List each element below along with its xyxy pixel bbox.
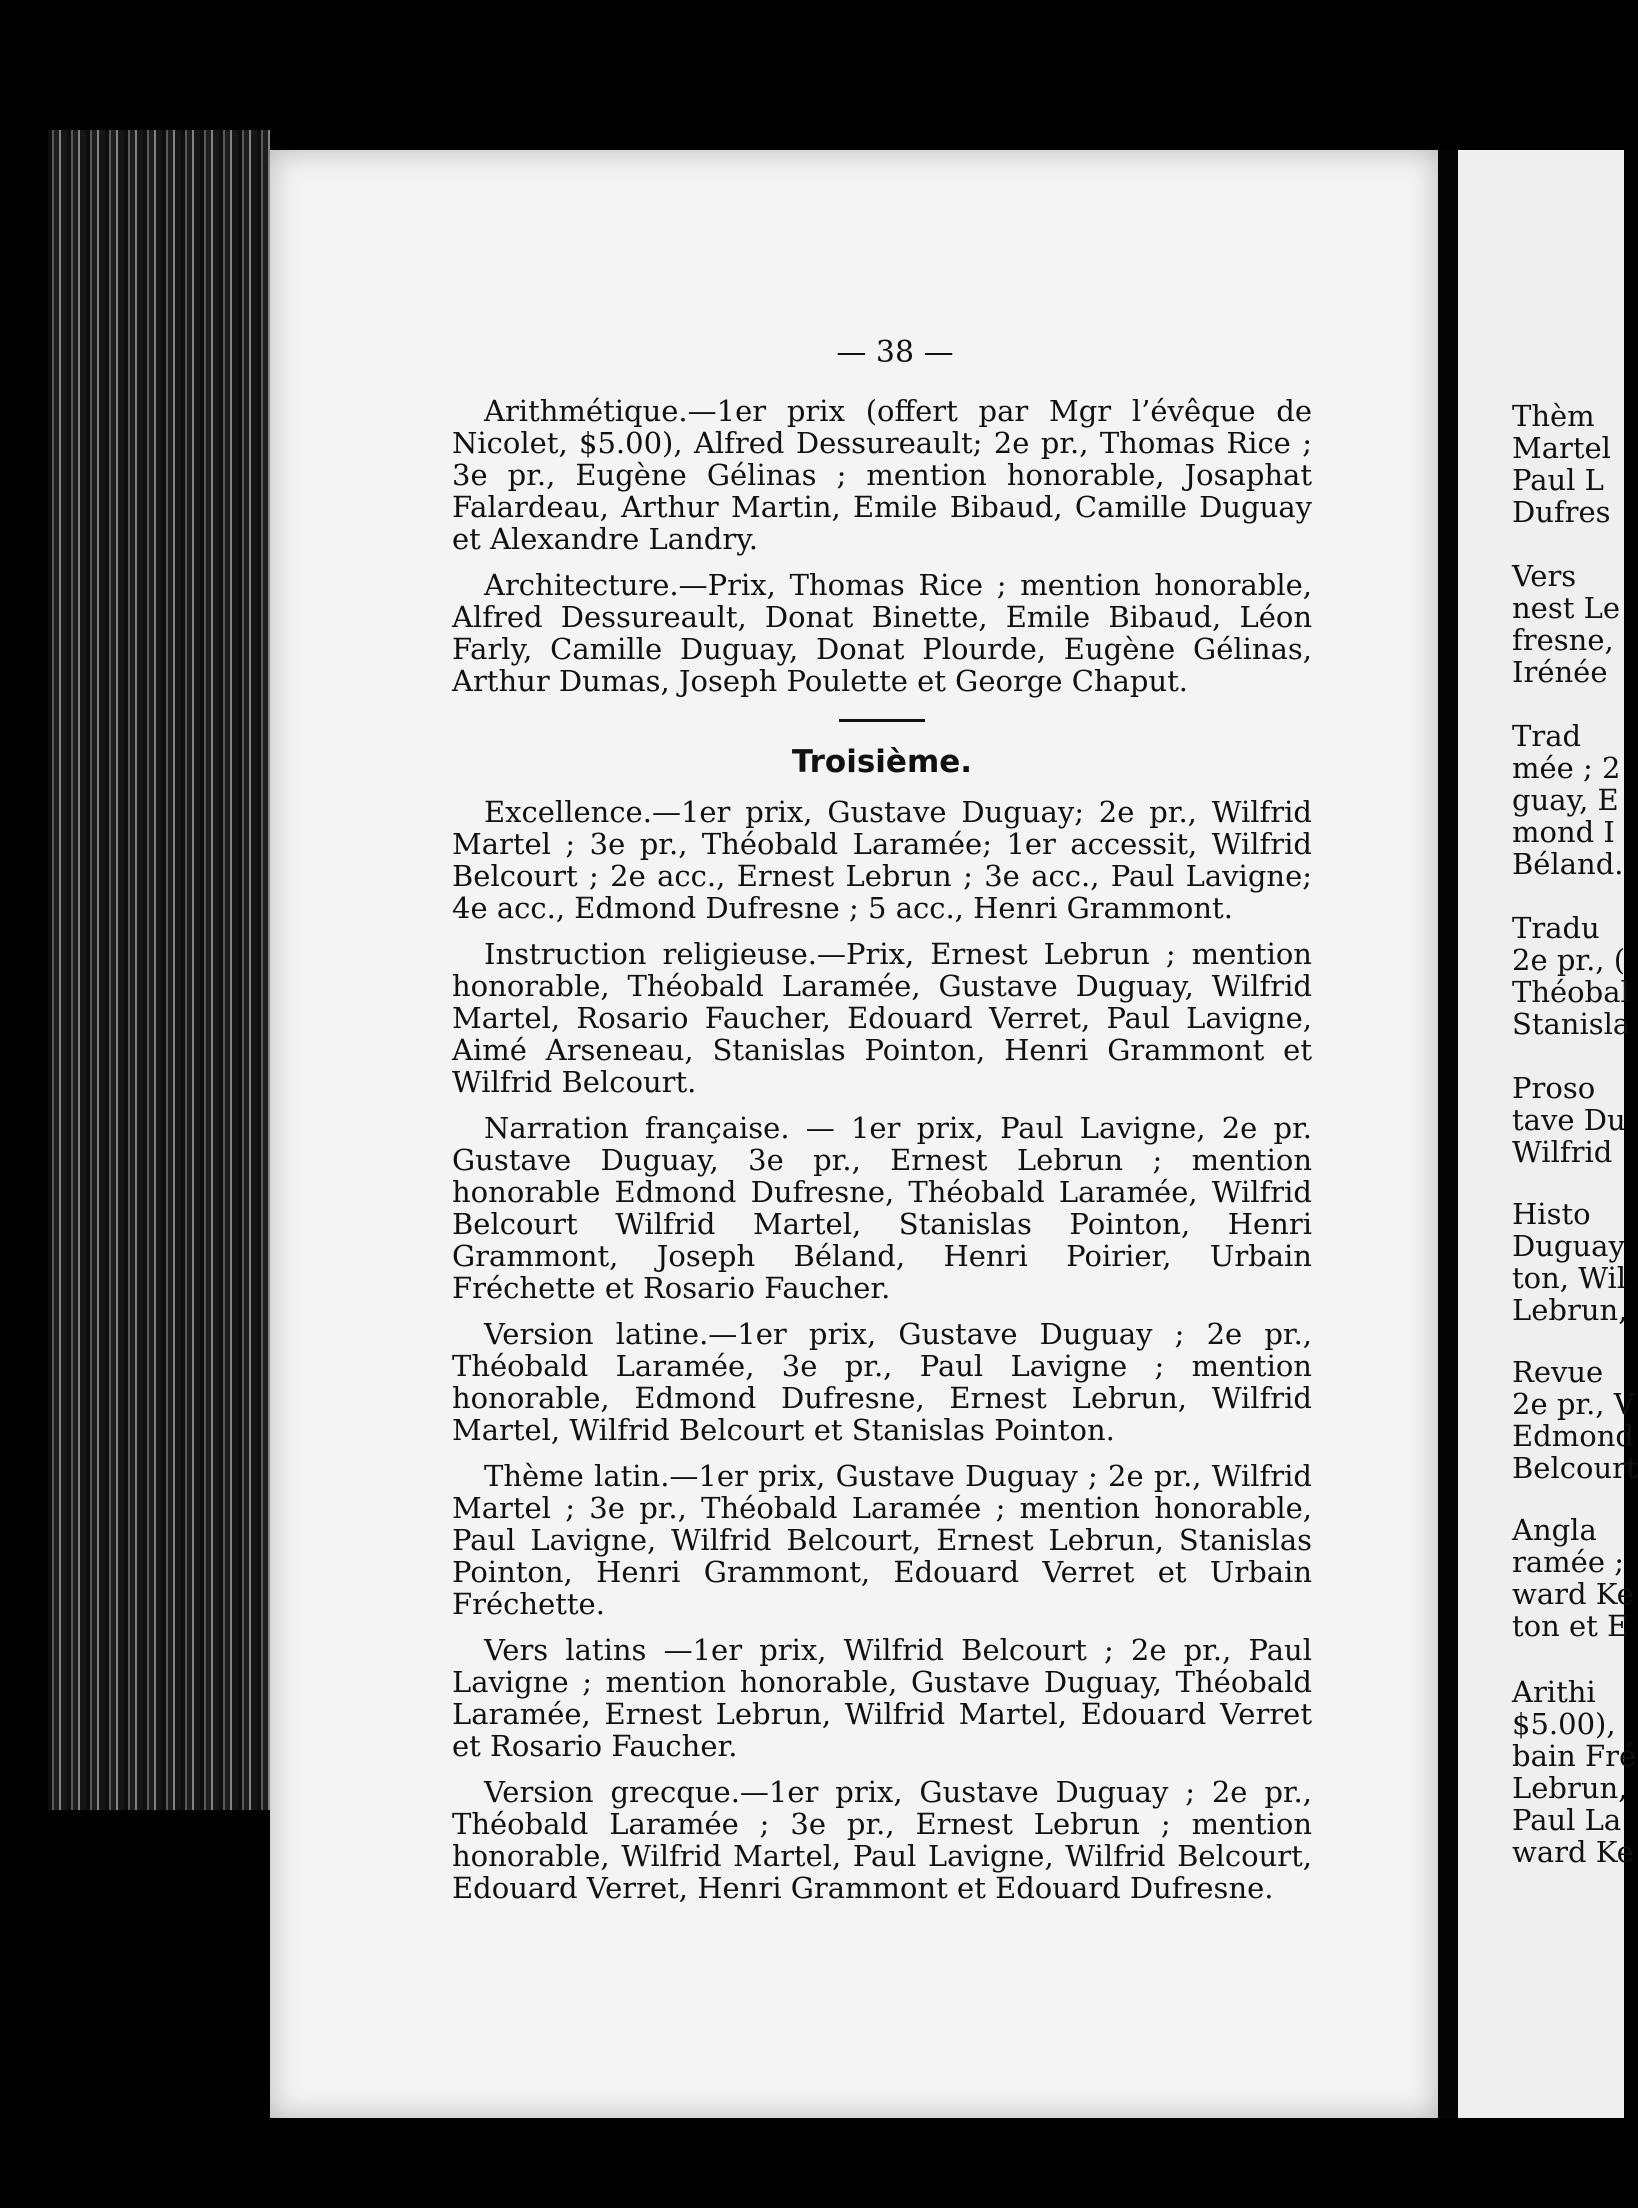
next-page-fragment: Revue — [1512, 1355, 1604, 1389]
paragraph-version-grecque: Version grecque.—1er prix, Gustave Duguay ; 2e pr., Théobald Laramée ; 3e pr., Ernest Lebrun ; mention honorable, Wilfrid Martel, Paul Lavigne, Wilfrid Belcourt, Edouard Verret, Henri Grammont et Edouard Dufresne. — [452, 1775, 1312, 1905]
next-page-fragment: mond I — [1512, 815, 1615, 849]
paragraph-excellence: Excellence.—1er prix, Gustave Duguay; 2e pr., Wilfrid Martel ; 3e pr., Théobald Laramée; 1er accessit, Wilfrid Belcourt ; 2e acc., Ernest Lebrun ; 3e acc., Paul Lavigne; 4e acc., Edmond Dufresne ; 5 acc., Henri Grammont. — [452, 795, 1312, 925]
paragraph-version-latine: Version latine.—1er prix, Gustave Duguay ; 2e pr., Théobald Laramée, 3e pr., Paul Lavigne ; mention honorable, Edmond Dufresne, Ernest Lebrun, Wilfrid Martel, Wilfrid Belcourt et Stanislas Pointon. — [452, 1317, 1312, 1447]
book-page-edges — [48, 130, 270, 1810]
paragraph-instruction-religieuse: Instruction religieuse.—Prix, Ernest Lebrun ; mention honorable, Théobald Laramée, Gustave Duguay, Wilfrid Martel, Rosario Faucher, Edouard Verret, Paul Lavigne, Aimé Arseneau, Stanislas Pointon, Henri Grammont et Wilfrid Belcourt. — [452, 937, 1312, 1099]
next-page-fragment: bain Fré — [1512, 1739, 1637, 1773]
next-page-fragment: Edmond — [1512, 1419, 1634, 1453]
next-page-fragment: mée ; 2 — [1512, 751, 1621, 785]
next-page-fragment: Dufres — [1512, 495, 1611, 529]
next-page-fragment: 2e pr., V — [1512, 1387, 1635, 1421]
next-page-fragment: Histo — [1512, 1197, 1591, 1231]
next-page-fragment: Thèm — [1512, 399, 1595, 433]
next-page-fragment: ramée ; — [1512, 1545, 1624, 1579]
next-page-fragment: Martel — [1512, 431, 1611, 465]
next-page-fragment: Duguay — [1512, 1229, 1625, 1263]
next-page-fragment: Wilfrid — [1512, 1135, 1613, 1169]
next-page-fragment: Angla — [1512, 1513, 1597, 1547]
next-page-fragment: Irénée — [1512, 655, 1608, 689]
next-page-fragment: ton, Wil — [1512, 1261, 1627, 1295]
next-page-fragment: Trad — [1512, 719, 1582, 753]
next-page-fragment: ward Ke — [1512, 1835, 1634, 1869]
section-divider — [839, 719, 925, 722]
paragraph-architecture: Architecture.—Prix, Thomas Rice ; mention honorable, Alfred Dessureault, Donat Binette, Emile Bibaud, Léon Farly, Camille Duguay, Donat Plourde, Eugène Gélinas, Arthur Dumas, Joseph Poulette et George Chaput. — [452, 568, 1312, 698]
next-page-fragment: 2e pr., ( — [1512, 943, 1626, 977]
next-page-fragment: Arithi — [1512, 1675, 1596, 1709]
next-page-fragment: ward Ke — [1512, 1577, 1634, 1611]
next-page-fragment: Paul La — [1512, 1803, 1622, 1837]
next-page-fragment: nest Le — [1512, 591, 1621, 625]
page-content — [452, 395, 1312, 1918]
next-page-fragment: Béland. — [1512, 847, 1624, 881]
next-page-fragment: $5.00), — [1512, 1707, 1616, 1741]
next-page-fragment: Paul L — [1512, 463, 1604, 497]
next-page-fragment: Lebrun, — [1512, 1771, 1628, 1805]
next-page-fragment: Lebrun, — [1512, 1293, 1628, 1327]
next-page-fragment: Tradu — [1512, 911, 1600, 945]
paragraph-arithmetique: Arithmétique.—1er prix (offert par Mgr l’évêque de Nicolet, $5.00), Alfred Dessureault; 2e pr., Thomas Rice ; 3e pr., Eugène Gélinas ; mention honorable, Josaphat Falardeau, Arthur Martin, Emile Bibaud, Camille Duguay et Alexandre Landry. — [452, 394, 1312, 556]
paragraph-narration-francaise: Narration française. — 1er prix, Paul Lavigne, 2e pr. Gustave Duguay, 3e pr., Ernest Lebrun ; mention honorable Edmond Dufresne, Théobald Laramée, Wilfrid Belcourt Wilfrid Martel, Stanislas Pointon, Henri Grammont, Joseph Béland, Henri Poirier, Urbain Fréchette et Rosario Faucher. — [452, 1111, 1312, 1305]
paragraph-theme-latin: Thème latin.—1er prix, Gustave Duguay ; 2e pr., Wilfrid Martel ; 3e pr., Théobald Laramée ; mention honorable, Paul Lavigne, Wilfrid Belcourt, Ernest Lebrun, Stanislas Pointon, Henri Grammont, Edouard Verret et Urbain Fréchette. — [452, 1459, 1312, 1621]
next-page-fragment: Vers — [1512, 559, 1577, 593]
next-page-fragment: Belcourt — [1512, 1451, 1638, 1485]
next-page-fragment: tave Du — [1512, 1103, 1626, 1137]
next-page-fragment: Stanisla — [1512, 1007, 1631, 1041]
next-page-fragment: Proso — [1512, 1071, 1596, 1105]
next-page-fragment: Théobal — [1512, 975, 1630, 1009]
book-gutter — [1438, 150, 1458, 2118]
paragraph-vers-latins: Vers latins —1er prix, Wilfrid Belcourt ; 2e pr., Paul Lavigne ; mention honorable, Gustave Duguay, Théobald Laramée, Ernest Lebrun, Wilfrid Martel, Edouard Verret et Rosario Faucher. — [452, 1633, 1312, 1763]
section-title: Troisième. — [791, 744, 973, 780]
next-page-fragment: fresne, — [1512, 623, 1614, 657]
page-number: — 38 — — [836, 335, 954, 370]
next-page-fragment: ton et E — [1512, 1609, 1629, 1643]
next-page-fragment: guay, E — [1512, 783, 1619, 817]
